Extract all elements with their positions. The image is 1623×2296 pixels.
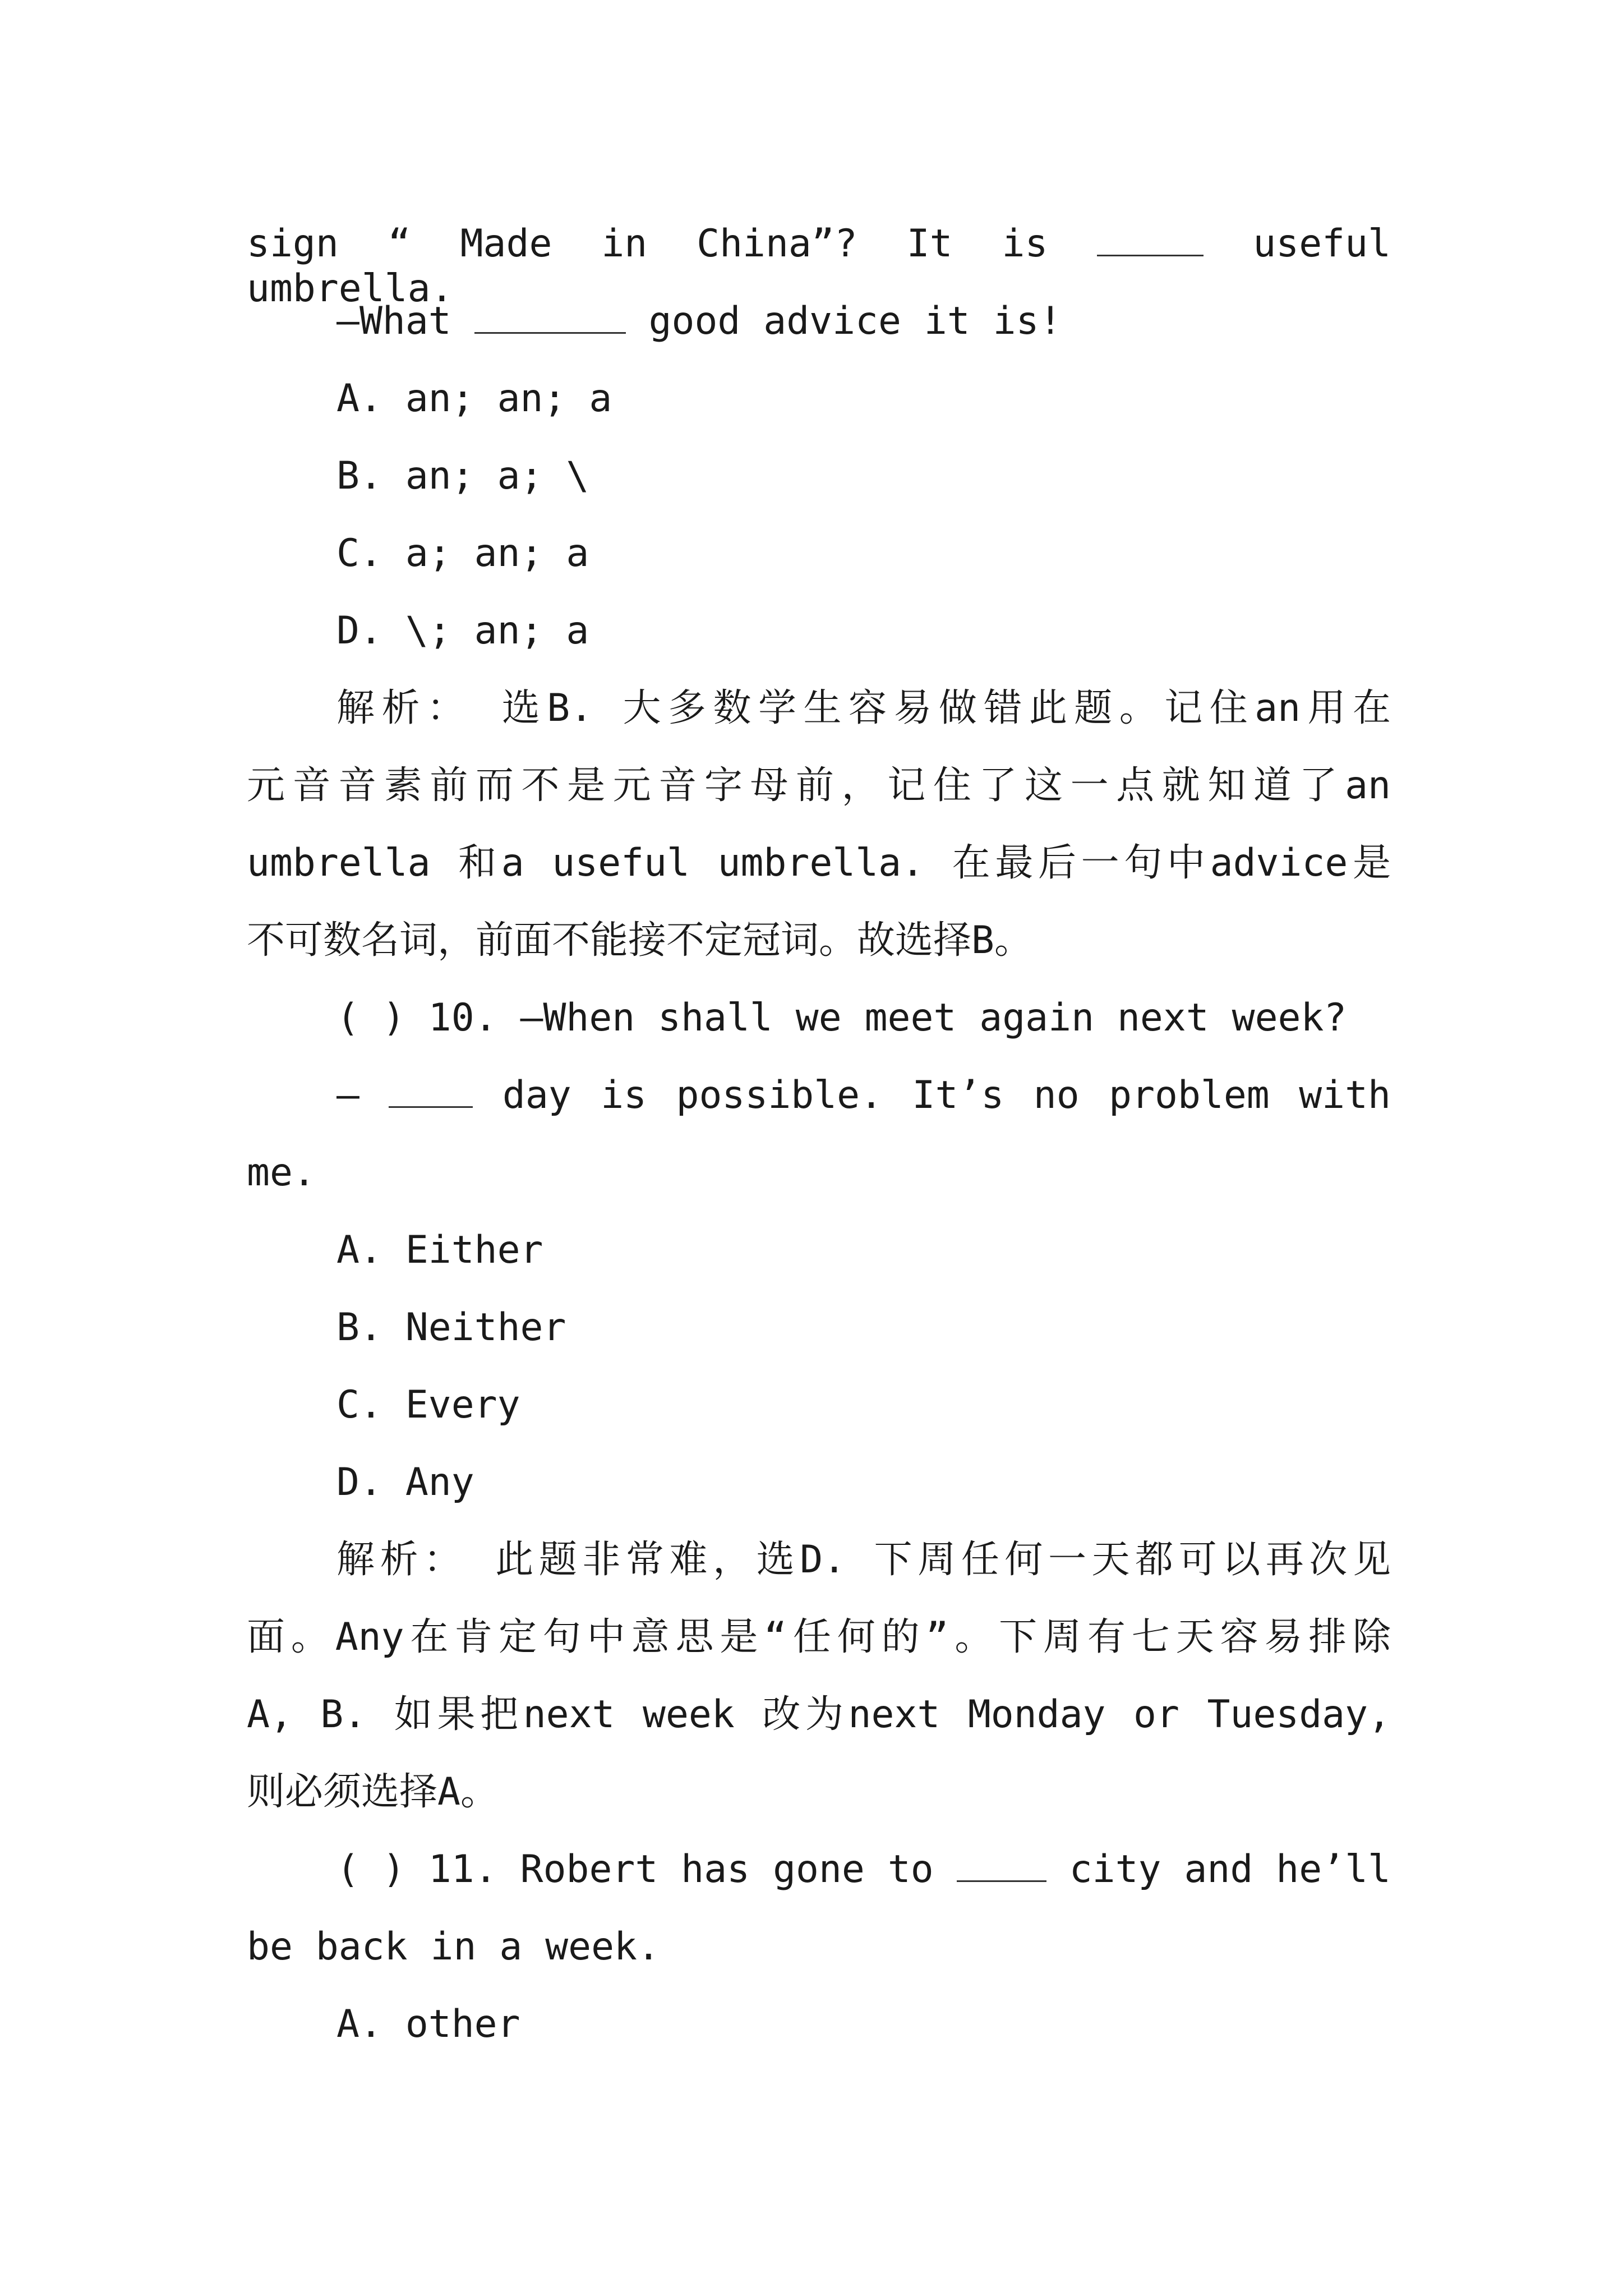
q10-option-d: D. Any <box>336 1460 474 1504</box>
answer-blank <box>474 300 626 334</box>
q10-question: ( ) 10. —When shall we meet again next week? <box>336 996 1347 1040</box>
q10-response-tail: me. <box>247 1151 316 1195</box>
q9-explanation-line-2: 元音音素前而不是元音字母前，记住了这一点就知道了an <box>247 763 1391 808</box>
q11-question-tail: be back in a week. <box>247 1925 660 1969</box>
q11-option-a: A. other <box>336 2002 520 2046</box>
q9-option-c: C. a; an; a <box>336 531 589 576</box>
answer-blank <box>957 1848 1046 1882</box>
q10-response-line: — day is possible. It’s no problem with <box>336 1073 1391 1117</box>
q9-stem-line-2: —What good advice it is! <box>336 299 1062 343</box>
q10-explanation-line-4: 则必须选择A。 <box>247 1770 499 1814</box>
answer-blank <box>1097 222 1204 256</box>
q9-option-d: D. \; an; a <box>336 609 589 653</box>
q10-option-a: A. Either <box>336 1228 543 1272</box>
q9-option-a: A. an; an; a <box>336 376 612 421</box>
answer-blank <box>389 1074 473 1108</box>
q9-option-b: B. an; a; \ <box>336 454 589 498</box>
q10-explanation-line-3: A, B. 如果把next week 改为next Monday or Tuesday, <box>247 1692 1391 1737</box>
q9-explanation-line-1: 解析： 选B. 大多数学生容易做错此题。记住an用在 <box>336 686 1391 730</box>
q11-question: ( ) 11. Robert has gone to city and he’ll <box>336 1847 1391 1892</box>
q10-explanation-line-2: 面。Any在肯定句中意思是“任何的”。下周有七天容易排除 <box>247 1615 1391 1659</box>
q9-explanation-line-4: 不可数名词，前面不能接不定冠词。故选择B。 <box>247 918 1032 963</box>
q9-explanation-line-3: umbrella 和a useful umbrella. 在最后一句中advice是 <box>247 841 1391 885</box>
q9-stem-line-1: sign “ Made in China”? It is useful umbrella. <box>247 222 1391 311</box>
q10-explanation-line-1: 解析： 此题非常难，选D. 下周任何一天都可以再次见 <box>336 1538 1391 1582</box>
q10-option-c: C. Every <box>336 1383 520 1427</box>
q10-option-b: B. Neither <box>336 1305 566 1350</box>
